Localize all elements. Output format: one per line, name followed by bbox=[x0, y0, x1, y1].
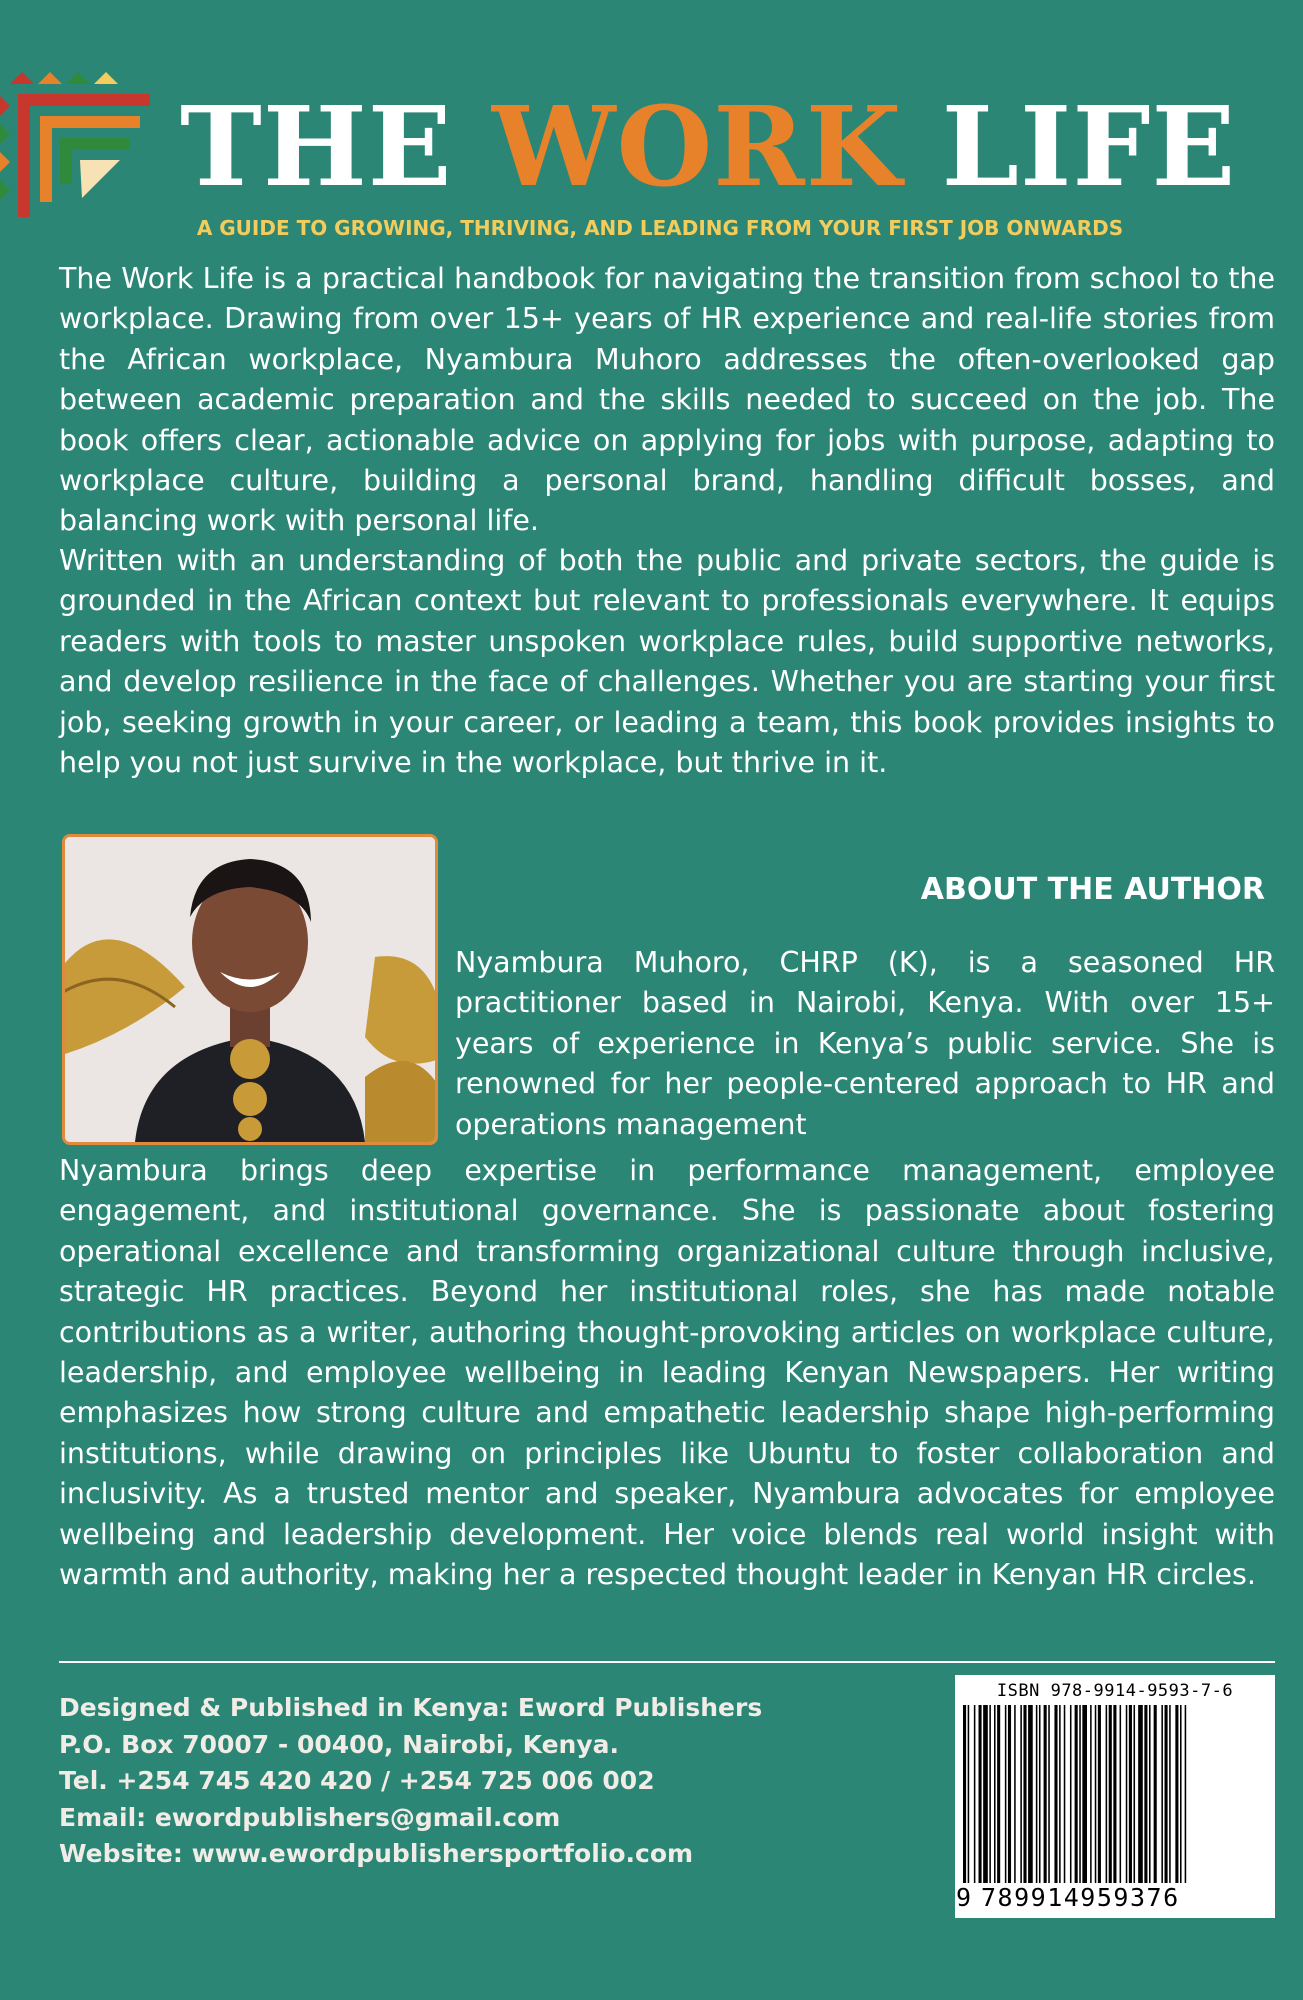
barcode-bar bbox=[989, 1705, 991, 1883]
barcode-bar bbox=[1028, 1705, 1033, 1883]
barcode-bar bbox=[1169, 1705, 1171, 1883]
description-paragraph-1: The Work Life is a practical handbook for navigating the transition from school to the workplace. Drawing from over 15+ years of HR experience and real-life stories from the African workplace, Nyambura Muhoro addresses the often-overlooked gap between academic preparation and the skills needed to succeed on the job. The book offers clear, actionable advice on applying for jobs with purpose, adapting to workplace culture, building a personal brand, handling difficult bosses, and balancing work with personal life. bbox=[59, 262, 1275, 538]
description-paragraph-2: Written with an understanding of both the public and private sectors, the guide is grounded in the African context but relevant to professionals everywhere. It equips readers with tools to master unspoken workplace rules, build supportive networks, and develop resilience in the face of challenges. Whether you are starting your first job, seeking growth in your career, or leading a team, this book provides insights to help you not just survive in the workplace, but thrive in it. bbox=[59, 544, 1275, 780]
barcode-bar bbox=[1175, 1705, 1178, 1883]
title-word-work: WORK bbox=[491, 82, 903, 211]
barcode-bar bbox=[1070, 1705, 1072, 1883]
barcode-bar bbox=[1154, 1705, 1157, 1883]
barcode-number bbox=[955, 1883, 1275, 1915]
publisher-website: Website: www.ewordpublishersportfolio.com bbox=[59, 1839, 694, 1868]
barcode-bar bbox=[1039, 1705, 1041, 1883]
barcode-bar bbox=[983, 1705, 988, 1883]
barcode-bar bbox=[1134, 1705, 1136, 1883]
title-word-the: THE bbox=[180, 82, 453, 211]
barcode-bar bbox=[1126, 1705, 1128, 1883]
barcode-bar bbox=[1064, 1705, 1066, 1883]
barcode-bar bbox=[963, 1705, 966, 1883]
book-subtitle: A GUIDE TO GROWING, THRIVING, AND LEADING FROM YOUR FIRST JOB ONWARDS bbox=[196, 216, 1124, 240]
publisher-phone: Tel. +254 745 420 420 / +254 725 006 002 bbox=[59, 1766, 655, 1795]
author-bio-part-2: Nyambura brings deep expertise in performance management, employee engagement, and institutional governance. She is passionate about fostering operational excellence and transforming organizational culture through inclusive, strategic HR practices. Beyond her institutional roles, she has made notable contributions as a writer, authoring thought-provoking articles on workplace culture, leadership, and employee wellbeing in leading Kenyan Newspapers. Her writing emphasizes how strong culture and empathetic leadership shape high-performing institutions, while drawing on principles like Ubuntu to foster collaboration and inclusivity. As a trusted mentor and speaker, Nyambura advocates for employee wellbeing and leadership development. Her voice blends real world insight with warmth and authority, making her a respected thought leader in Kenyan HR circles. bbox=[59, 1154, 1275, 1592]
barcode-bar bbox=[1120, 1705, 1122, 1883]
barcode-bar bbox=[1144, 1705, 1147, 1883]
barcode-bar bbox=[1036, 1705, 1038, 1883]
barcode-bar bbox=[1008, 1705, 1011, 1883]
barcode-bar bbox=[979, 1705, 982, 1883]
publisher-email: Email: ewordpublishers@gmail.com bbox=[59, 1802, 561, 1832]
publisher-name: Designed & Published in Kenya: Eword Publishers bbox=[59, 1693, 763, 1722]
about-author-heading: ABOUT THE AUTHOR bbox=[920, 872, 1265, 907]
barcode-bar bbox=[1005, 1705, 1007, 1883]
barcode-bar bbox=[1138, 1705, 1143, 1883]
title-word-life: LIFE bbox=[941, 82, 1237, 211]
barcode-bar bbox=[1180, 1705, 1182, 1883]
divider-rule bbox=[59, 1661, 1275, 1663]
barcode-bar bbox=[1098, 1705, 1101, 1883]
author-photo bbox=[62, 834, 438, 1145]
barcode-bars bbox=[963, 1705, 1267, 1883]
barcode-bar bbox=[1165, 1705, 1168, 1883]
barcode-bar bbox=[1082, 1705, 1087, 1883]
book-title bbox=[180, 82, 1237, 212]
barcode-bar bbox=[997, 1705, 1000, 1883]
barcode-first-digit: 9 bbox=[956, 1883, 972, 1912]
barcode-bar bbox=[1109, 1705, 1112, 1883]
barcode-bar bbox=[1113, 1705, 1116, 1883]
publisher-address: P.O. Box 70007 - 00400, Nairobi, Kenya. bbox=[59, 1729, 620, 1759]
barcode-bar bbox=[1048, 1705, 1050, 1883]
barcode-bar bbox=[1079, 1705, 1081, 1883]
publisher-logo bbox=[0, 72, 160, 222]
isbn-barcode bbox=[955, 1675, 1275, 1918]
isbn-label: ISBN 978-9914-9593-7-6 bbox=[996, 1681, 1234, 1701]
barcode-bar bbox=[1059, 1705, 1061, 1883]
barcode-bar bbox=[1044, 1705, 1047, 1883]
barcode-bar bbox=[1185, 1705, 1187, 1883]
barcode-bar bbox=[1090, 1705, 1092, 1883]
barcode-bar bbox=[974, 1705, 976, 1883]
barcode-bar bbox=[1054, 1705, 1057, 1883]
barcode-bar bbox=[994, 1705, 996, 1883]
barcode-bar bbox=[1106, 1705, 1108, 1883]
barcode-bar bbox=[1095, 1705, 1097, 1883]
barcode-bar bbox=[1129, 1705, 1132, 1883]
barcode-bar bbox=[1075, 1705, 1078, 1883]
barcode-bar bbox=[1161, 1705, 1163, 1883]
barcode-bar bbox=[1023, 1705, 1026, 1883]
barcode-bar bbox=[1020, 1705, 1022, 1883]
barcode-bar bbox=[968, 1705, 970, 1883]
barcode-bar bbox=[1149, 1705, 1151, 1883]
author-bio-part-1: Nyambura Muhoro, CHRP (K), is a seasoned HR practitioner based in Nairobi, Kenya. With over 15+ years of experience in Kenya’s public service. She is renowned for her people-centered approach to HR and operations management bbox=[455, 946, 1275, 1141]
barcode-bar bbox=[1014, 1705, 1016, 1883]
barcode-digits: 789914959376 bbox=[981, 1883, 1180, 1912]
publisher-info bbox=[59, 1690, 879, 1873]
